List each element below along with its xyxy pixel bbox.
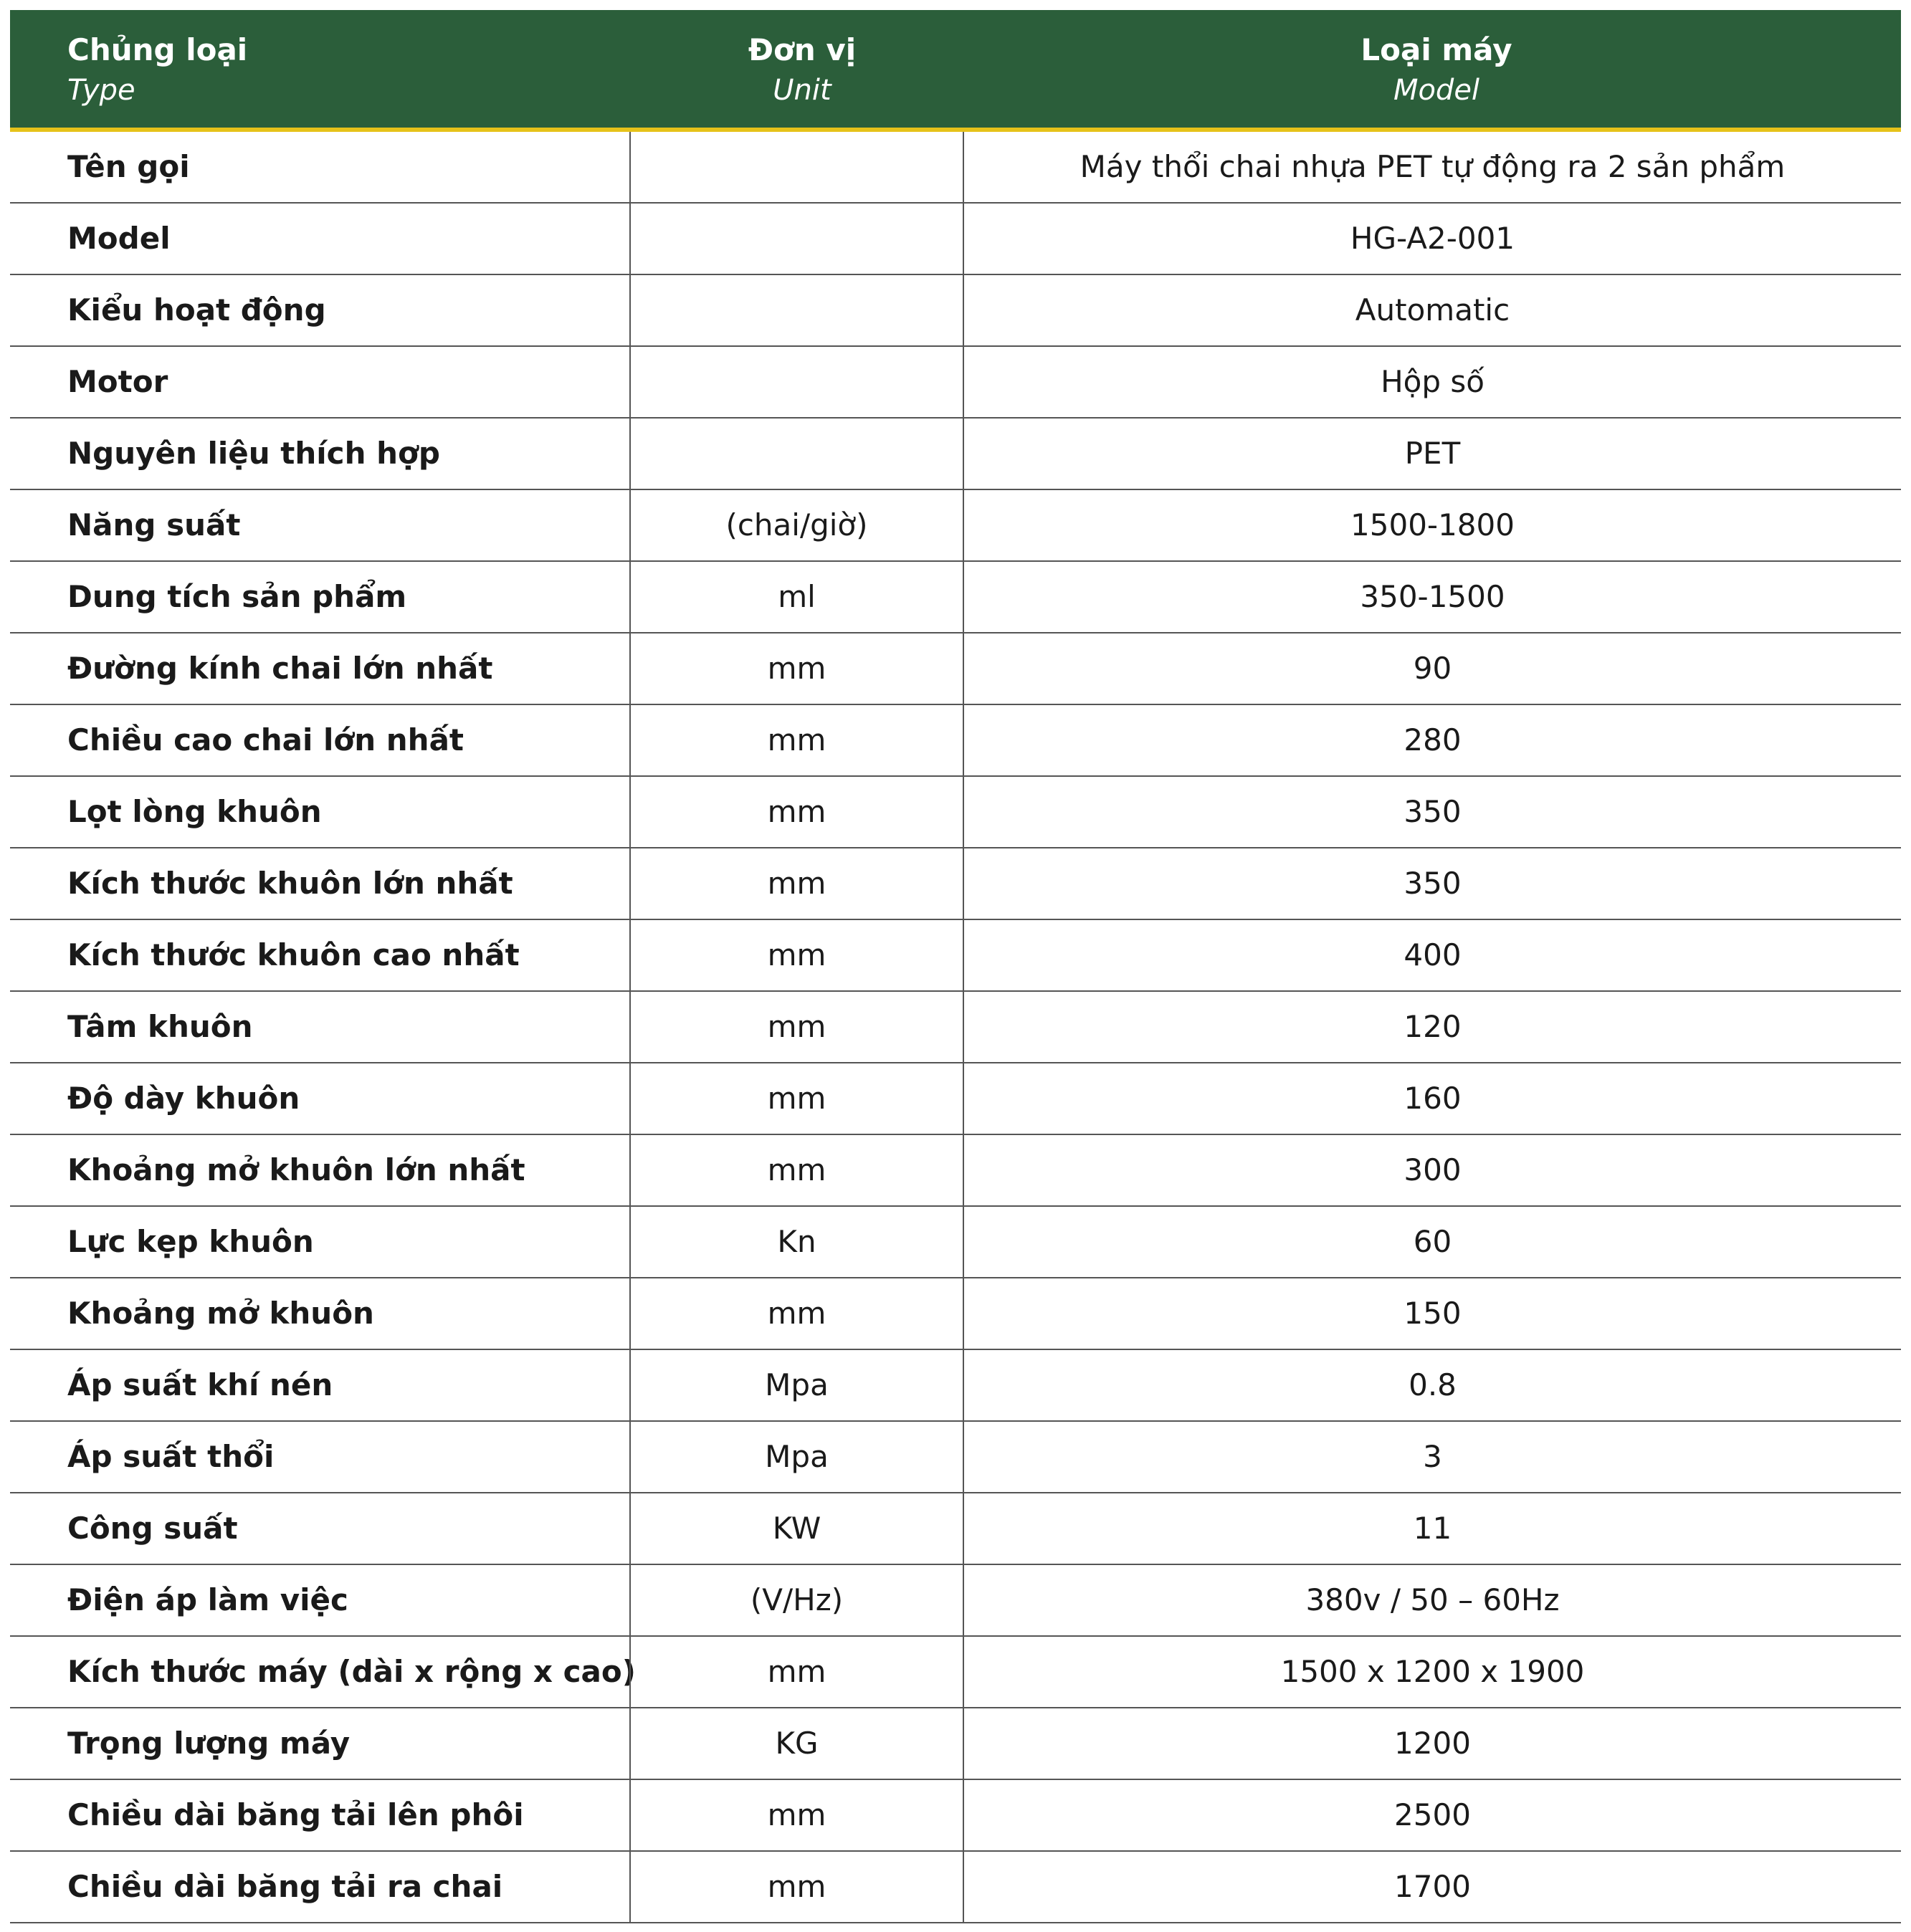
spec-name-cell: Tâm khuôn: [67, 1009, 253, 1044]
spec-value-cell: 0.8: [963, 1350, 1901, 1420]
spec-unit-cell: mm: [629, 705, 963, 775]
spec-unit-cell: mm: [629, 1278, 963, 1349]
spec-value-cell: 280: [963, 705, 1901, 775]
spec-unit-cell: mm: [629, 848, 963, 919]
spec-name-cell: Lực kẹp khuôn: [67, 1224, 314, 1259]
spec-unit-cell: mm: [629, 1852, 963, 1922]
spec-value-cell: 350: [963, 777, 1901, 847]
spec-value-cell: 150: [963, 1278, 1901, 1349]
spec-value-cell: 120: [963, 992, 1901, 1062]
spec-name-cell: Khoảng mở khuôn lớn nhất: [67, 1152, 525, 1187]
spec-name-cell: Kích thước khuôn lớn nhất: [67, 866, 513, 901]
spec-unit-cell: mm: [629, 1063, 963, 1134]
header-model-label: Loại máy: [1360, 32, 1512, 67]
header-model-sub: Model: [1393, 74, 1480, 107]
spec-name-cell: Kích thước khuôn cao nhất: [67, 937, 520, 972]
spec-value-cell: 350-1500: [963, 562, 1901, 632]
spec-name-cell: Model: [67, 221, 171, 256]
spec-unit-cell: mm: [629, 920, 963, 990]
spec-value-cell: 380v / 50 – 60Hz: [963, 1565, 1901, 1635]
spec-value-cell: 1200: [963, 1708, 1901, 1779]
spec-name-cell: Năng suất: [67, 507, 241, 542]
spec-unit-cell: mm: [629, 992, 963, 1062]
table-row: [10, 1565, 1901, 1637]
table-row: [10, 562, 1901, 633]
table-row: [10, 1063, 1901, 1135]
header-type-sub: Type: [67, 74, 135, 107]
spec-value-cell: Hộp số: [963, 347, 1901, 417]
spec-value-cell: 2500: [963, 1780, 1901, 1850]
table-header: [10, 10, 1901, 132]
spec-unit-cell: (V/Hz): [629, 1565, 963, 1635]
table-row: [10, 1207, 1901, 1278]
spec-name-cell: Chiều cao chai lớn nhất: [67, 722, 464, 757]
spec-name-cell: Kích thước máy (dài x rộng x cao): [67, 1654, 636, 1689]
spec-value-cell: PET: [963, 419, 1901, 489]
spec-name-cell: Áp suất thổi: [67, 1439, 275, 1474]
spec-name-cell: Kiểu hoạt động: [67, 292, 326, 327]
table-row: [10, 204, 1901, 275]
spec-value-cell: 11: [963, 1493, 1901, 1564]
spec-name-cell: Áp suất khí nén: [67, 1367, 333, 1402]
spec-name-cell: Dung tích sản phẩm: [67, 579, 407, 614]
spec-unit-cell: mm: [629, 1780, 963, 1850]
spec-unit-cell: Mpa: [629, 1422, 963, 1492]
spec-value-cell: 1500-1800: [963, 490, 1901, 560]
spec-name-cell: Motor: [67, 364, 168, 399]
table-row: [10, 347, 1901, 419]
spec-name-cell: Khoảng mở khuôn: [67, 1296, 374, 1331]
spec-value-cell: HG-A2-001: [963, 204, 1901, 274]
table-row: [10, 419, 1901, 490]
header-model: [971, 30, 1902, 110]
table-row: [10, 920, 1901, 992]
spec-unit-cell: [629, 132, 963, 202]
table-body: [10, 132, 1901, 1923]
spec-table: [10, 10, 1901, 1923]
spec-value-cell: 300: [963, 1135, 1901, 1205]
table-row: [10, 1278, 1901, 1350]
spec-name-cell: Lọt lòng khuôn: [67, 794, 322, 829]
spec-value-cell: 350: [963, 848, 1901, 919]
spec-name-cell: Nguyên liệu thích hợp: [67, 436, 440, 471]
table-row: [10, 633, 1901, 705]
spec-value-cell: 1500 x 1200 x 1900: [963, 1637, 1901, 1707]
spec-name-cell: Tên gọi: [67, 149, 190, 184]
table-row: [10, 490, 1901, 562]
table-row: [10, 1852, 1901, 1923]
spec-name-cell: Chiều dài băng tải lên phôi: [67, 1797, 524, 1832]
spec-unit-cell: KW: [629, 1493, 963, 1564]
spec-value-cell: 60: [963, 1207, 1901, 1277]
spec-value-cell: Máy thổi chai nhựa PET tự động ra 2 sản phẩm: [963, 132, 1901, 202]
table-row: [10, 1422, 1901, 1493]
spec-value-cell: 1700: [963, 1852, 1901, 1922]
header-type: [67, 30, 247, 110]
header-unit-sub: Unit: [773, 74, 831, 107]
spec-name-cell: Đường kính chai lớn nhất: [67, 651, 493, 686]
spec-unit-cell: KG: [629, 1708, 963, 1779]
spec-unit-cell: mm: [629, 777, 963, 847]
spec-unit-cell: Mpa: [629, 1350, 963, 1420]
spec-name-cell: Công suất: [67, 1511, 238, 1546]
spec-value-cell: 160: [963, 1063, 1901, 1134]
spec-unit-cell: ml: [629, 562, 963, 632]
table-row: [10, 1135, 1901, 1207]
table-row: [10, 1350, 1901, 1422]
table-row: [10, 1637, 1901, 1708]
spec-unit-cell: [629, 347, 963, 417]
table-row: [10, 275, 1901, 347]
header-type-label: Chủng loại: [67, 32, 248, 67]
spec-value-cell: 400: [963, 920, 1901, 990]
spec-unit-cell: mm: [629, 633, 963, 704]
spec-unit-cell: [629, 419, 963, 489]
spec-unit-cell: [629, 275, 963, 345]
spec-unit-cell: mm: [629, 1637, 963, 1707]
spec-name-cell: Điện áp làm việc: [67, 1582, 348, 1617]
spec-unit-cell: mm: [629, 1135, 963, 1205]
spec-unit-cell: Kn: [629, 1207, 963, 1277]
table-row: [10, 848, 1901, 920]
table-row: [10, 992, 1901, 1063]
header-unit: [634, 30, 971, 110]
table-row: [10, 132, 1901, 204]
spec-name-cell: Độ dày khuôn: [67, 1081, 300, 1116]
spec-name-cell: Trọng lượng máy: [67, 1726, 351, 1761]
table-row: [10, 1708, 1901, 1780]
spec-unit-cell: [629, 204, 963, 274]
spec-name-cell: Chiều dài băng tải ra chai: [67, 1869, 503, 1904]
spec-value-cell: 90: [963, 633, 1901, 704]
table-row: [10, 777, 1901, 848]
spec-value-cell: 3: [963, 1422, 1901, 1492]
spec-value-cell: Automatic: [963, 275, 1901, 345]
table-row: [10, 1780, 1901, 1852]
table-row: [10, 1493, 1901, 1565]
table-row: [10, 705, 1901, 777]
spec-unit-cell: (chai/giờ): [629, 490, 963, 560]
header-unit-label: Đơn vị: [748, 32, 857, 67]
